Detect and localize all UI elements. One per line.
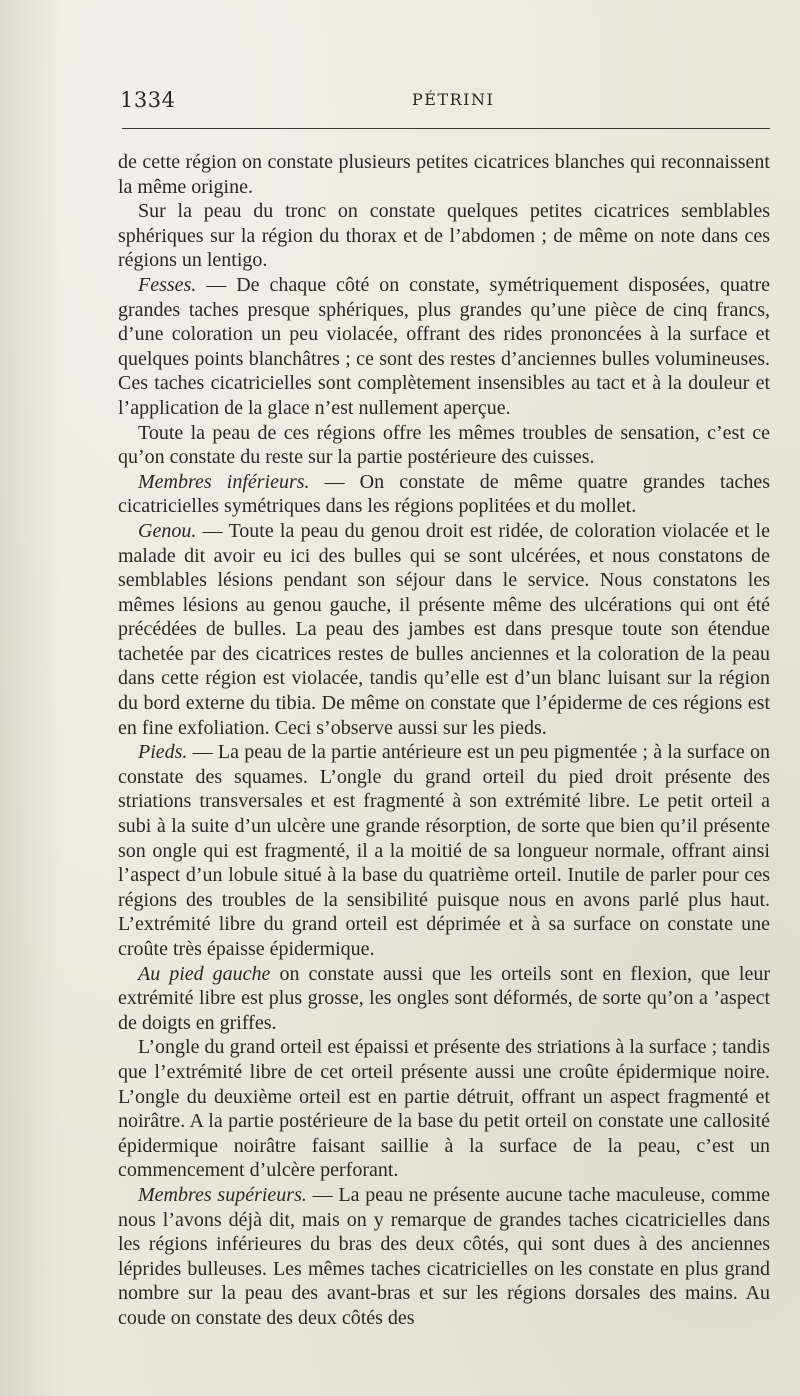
- running-title: PÉTRINI: [412, 90, 495, 109]
- section-lead: Pieds.: [138, 741, 188, 764]
- page-header: [120, 88, 770, 118]
- paragraph: [118, 962, 770, 1036]
- section-lead: Membres supérieurs.: [138, 1183, 307, 1206]
- body-text: [118, 150, 770, 1331]
- paragraph: [118, 1035, 770, 1183]
- section-lead: Genou.: [138, 519, 197, 542]
- paragraph: [118, 470, 770, 519]
- section-lead: Au pied gauche: [138, 962, 271, 985]
- header-rule: [122, 128, 770, 129]
- paragraph-text: Toute la peau de ces régions offre les mêmes troubles de sensation, c’est ce qu’on constate du reste sur la partie postérieure des cuisses.: [118, 421, 770, 469]
- paragraph-text: — La peau de la partie antérieure est un peu pigmentée ; à la surface on constate des squames. L’ongle du grand orteil du pied droit présente des striations transversales et est fragmenté à son extrémité libre. Le petit orteil a subi à la suite d’un ulcère une grande résorption, de sorte que bien qu’il présente son ongle qui est fragmenté, il a la moitié de sa longueur normale, offrant ainsi l’aspect d’un lobule situé à la base du quatrième orteil. Inutile de parler pour ces régions des troubles de la sensibilité puisque nous en avons parlé plus haut. L’extrémité libre du grand orteil est déprimée et à sa surface on constate une croûte très épaisse épidermique.: [118, 741, 770, 960]
- paragraph: [118, 740, 770, 961]
- page-shadow: [0, 0, 60, 1396]
- page-number: 1334: [120, 88, 176, 112]
- paragraph-text: — La peau ne présente aucune tache maculeuse, comme nous l’avons déjà dit, mais on y remarque de grandes taches cicatricielles dans les régions inférieures du bras des deux côtés, qui sont dues à des anciennes léprides bulleuses. Les mêmes taches cicatricielles on les constate en plus grand nombre sur la peau des avant-bras et sur les régions dorsales des mains. Au coude on constate des deux côtés des: [118, 1183, 770, 1329]
- paragraph-text: L’ongle du grand orteil est épaissi et présente des striations à la surface ; tandis que l’extrémité libre de cet orteil présente aussi une croûte épidermique noire. L’ongle du deuxième orteil est en partie détruit, offrant un aspect fragmenté et noirâtre. A la partie postérieure de la base du petit orteil on constate une callosité épidermique noirâtre faisant saillie à la surface de la peau, c’est un commencement d’ulcère perforant.: [118, 1036, 770, 1182]
- paragraph-text: — De chaque côté on constate, symétriquement disposées, quatre grandes taches presque sphériques, plus grandes qu’une pièce de cinq francs, d’une coloration un peu violacée, offrant des rides prononcées à la surface et quelques points blanchâtres ; ce sont des restes d’anciennes bulles volumineuses. Ces taches cicatricielles sont complètement insensibles au tact et à la douleur et l’application de la glace n’est nullement aperçue.: [118, 273, 770, 419]
- section-lead: Membres inférieurs.: [138, 470, 310, 493]
- section-lead: Fesses.: [138, 273, 197, 296]
- paragraph-text: — On constate de même quatre grandes taches cicatricielles symétriques dans les régions poplitées et du mollet.: [118, 470, 770, 518]
- paragraph: [118, 150, 770, 199]
- paragraph: [118, 273, 770, 421]
- paragraph: [118, 199, 770, 273]
- paragraph-text: on constate aussi que les orteils sont en flexion, que leur extrémité libre est plus grosse, les ongles sont déformés, de sorte qu’on a ’aspect de doigts en griffes.: [118, 962, 771, 1034]
- paragraph: [118, 519, 770, 740]
- paragraph: [118, 421, 770, 470]
- paragraph-text: de cette région on constate plusieurs petites cicatrices blanches qui reconnaissent la même origine.: [118, 151, 770, 198]
- paragraph-text: Sur la peau du tronc on constate quelques petites cicatrices semblables sphériques sur la région du thorax et de l’abdomen ; de même on note dans ces régions un lentigo.: [118, 200, 770, 272]
- paragraph: [118, 1183, 770, 1331]
- paragraph-text: — Toute la peau du genou droit est ridée, de coloration violacée et le malade dit avoir eu ici des bulles qui se sont ulcérées, et nous constatons de semblables lésions pendant son séjour dans le service. Nous constatons les mêmes lésions au genou gauche, il présente même des ulcérations qui ont été précédées de bulles. La peau des jambes est dans presque toute son étendue tachetée par des cicatrices restes de bulles anciennes et la coloration de la peau dans cette région est violacée, tandis qu’elle est d’un blanc luisant sur la région du bord externe du tibia. De même on constate que l’épiderme de ces régions est en fine exfoliation. Ceci s’observe aussi sur les pieds.: [118, 519, 770, 739]
